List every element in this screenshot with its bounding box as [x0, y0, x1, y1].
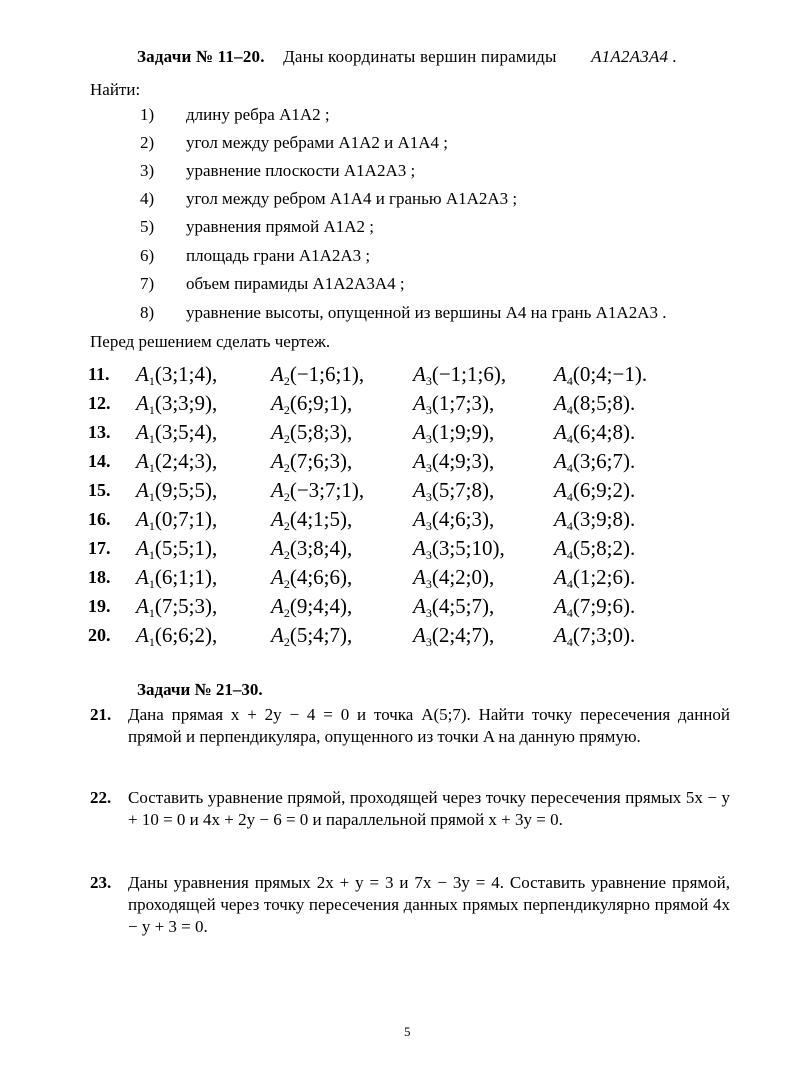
variant-number: 15. [88, 480, 111, 500]
task-item [140, 215, 374, 239]
task-text: площадь грани A1A2A3 ; [186, 246, 371, 265]
vertex-letter: A [554, 536, 567, 560]
vertex-letter: A [554, 362, 567, 386]
vertex-index: 2 [283, 519, 290, 533]
vertex-index: 1 [148, 577, 155, 591]
task-item [140, 131, 448, 155]
vertex-letter: A [136, 391, 149, 415]
vertex-index: 3 [425, 606, 432, 620]
vertex-coordinates: (5;5;1), [154, 536, 218, 560]
vertex-index: 1 [148, 490, 155, 504]
vertex-letter: A [413, 594, 426, 618]
vertex-index: 3 [425, 374, 432, 388]
vertex-letter: A [413, 623, 426, 647]
vertex-letter: A [271, 536, 284, 560]
vertex-letter: A [554, 391, 567, 415]
note-text: Перед решением сделать чертеж. [90, 332, 331, 351]
vertex-coordinates: (0;7;1), [154, 507, 218, 531]
vertex-coordinates: (3;1;4), [154, 362, 218, 386]
vertex-letter: A [136, 420, 149, 444]
task-text: уравнение высоты, опущенной из вершины A4 на грань A1A2A3 . [186, 303, 667, 322]
vertex-letter: A [271, 507, 284, 531]
vertex-letter: A [554, 594, 567, 618]
find-label: Найти: [90, 80, 141, 99]
problem-item [90, 872, 730, 938]
vertex-letter: A [554, 420, 567, 444]
vertex-a2 [271, 621, 352, 656]
vertex-a1 [136, 621, 217, 656]
vertex-coordinates: (−1;1;6), [431, 362, 507, 386]
vertex-letter: A [413, 507, 426, 531]
vertex-index: 2 [283, 432, 290, 446]
vertex-index: 4 [566, 635, 573, 649]
task-range-heading: Задачи № 11–20. [137, 47, 265, 66]
variant-row [88, 418, 688, 446]
vertex-letter: A [271, 565, 284, 589]
vertex-coordinates: (6;6;2), [154, 623, 218, 647]
vertex-letter: A [554, 507, 567, 531]
vertex-coordinates: (4;2;0), [431, 565, 495, 589]
vertex-letter: A [136, 478, 149, 502]
vertex-index: 1 [148, 519, 155, 533]
vertex-letter: A [136, 449, 149, 473]
task-number: 3) [140, 161, 155, 180]
vertex-coordinates: (4;6;3), [431, 507, 495, 531]
section2-heading: Задачи № 21–30. [137, 680, 263, 699]
task-text: угол между ребром A1A4 и гранью A1A2A3 ; [186, 189, 518, 208]
vertex-index: 1 [148, 635, 155, 649]
vertex-letter: A [413, 362, 426, 386]
vertex-letter: A [271, 594, 284, 618]
task-text: длину ребра A1A2 ; [186, 105, 330, 124]
vertex-letter: A [413, 478, 426, 502]
vertex-letter: A [136, 536, 149, 560]
vertex-index: 2 [283, 461, 290, 475]
task-number: 7) [140, 274, 155, 293]
variant-number: 16. [88, 509, 111, 529]
vertex-index: 1 [148, 403, 155, 417]
vertex-index: 3 [425, 403, 432, 417]
variant-number: 17. [88, 538, 111, 558]
variant-number: 13. [88, 422, 111, 442]
vertex-index: 4 [566, 403, 573, 417]
variant-row [88, 447, 688, 475]
vertex-letter: A [136, 594, 149, 618]
vertex-coordinates: (3;6;7). [572, 449, 636, 473]
vertex-index: 4 [566, 374, 573, 388]
problem-number: 21. [90, 705, 112, 724]
variant-row [88, 563, 688, 591]
vertex-letter: A [136, 507, 149, 531]
variant-row [88, 505, 688, 533]
page-number: 5 [404, 1024, 411, 1039]
task-item [140, 187, 517, 211]
vertex-letter: A [554, 623, 567, 647]
vertex-index: 4 [566, 519, 573, 533]
vertex-index: 4 [566, 432, 573, 446]
task-number: 8) [140, 303, 155, 322]
vertex-index: 1 [148, 548, 155, 562]
vertex-coordinates: (5;4;7), [289, 623, 353, 647]
vertex-coordinates: (−3;7;1), [289, 478, 365, 502]
vertex-letter: A [413, 449, 426, 473]
task-number: 1) [140, 105, 155, 124]
vertex-letter: A [554, 449, 567, 473]
task-text: объем пирамиды A1A2A3A4 ; [186, 274, 405, 293]
vertex-letter: A [413, 536, 426, 560]
problem-number: 22. [90, 788, 112, 807]
vertex-letter: A [271, 420, 284, 444]
vertex-coordinates: (0;4;−1). [572, 362, 648, 386]
task-text: уравнение плоскости A1A2A3 ; [186, 161, 416, 180]
task-number: 6) [140, 246, 155, 265]
vertex-coordinates: (4;5;7), [431, 594, 495, 618]
vertex-coordinates: (6;9;2). [572, 478, 636, 502]
vertex-index: 1 [148, 374, 155, 388]
problem-text: Дана прямая x + 2y − 4 = 0 и точка A(5;7). Найти точку пересечения данной прямой и перпендикуляра, опущенного из точки A на данную прямую. [128, 705, 730, 746]
vertex-index: 3 [425, 519, 432, 533]
vertex-coordinates: (9;5;5), [154, 478, 218, 502]
vertex-coordinates: (4;1;5), [289, 507, 353, 531]
vertex-index: 3 [425, 635, 432, 649]
vertices-label: A1A2A3A4 . [591, 47, 678, 66]
vertex-letter: A [136, 623, 149, 647]
variant-row [88, 389, 688, 417]
vertex-index: 3 [425, 577, 432, 591]
vertex-coordinates: (7;9;6). [572, 594, 636, 618]
vertex-coordinates: (8;5;8). [572, 391, 636, 415]
variant-number: 18. [88, 567, 111, 587]
vertex-coordinates: (6;4;8). [572, 420, 636, 444]
problem-item [90, 787, 730, 831]
vertex-coordinates: (3;5;10), [431, 536, 505, 560]
vertex-index: 3 [425, 490, 432, 504]
problem-number: 23. [90, 873, 112, 892]
vertex-letter: A [271, 449, 284, 473]
task-number: 5) [140, 217, 155, 236]
task-item [140, 159, 415, 183]
vertex-index: 1 [148, 606, 155, 620]
vertex-coordinates: (7;6;3), [289, 449, 353, 473]
vertex-index: 2 [283, 548, 290, 562]
vertex-letter: A [413, 565, 426, 589]
vertex-coordinates: (6;9;1), [289, 391, 353, 415]
vertex-index: 2 [283, 403, 290, 417]
variant-row [88, 621, 688, 649]
problem-item [90, 704, 730, 748]
vertex-coordinates: (5;7;8), [431, 478, 495, 502]
vertex-index: 2 [283, 606, 290, 620]
section-title [137, 47, 677, 67]
problem-text: Даны уравнения прямых 2x + y = 3 и 7x − 3y = 4. Составить уравнение прямой, проходящей через точку пересечения данных прямых перпендикулярно прямой 4x − y + 3 = 0. [128, 873, 730, 936]
vertex-index: 3 [425, 432, 432, 446]
variant-row [88, 476, 688, 504]
vertex-letter: A [554, 565, 567, 589]
intro-text: Даны координаты вершин пирамиды [283, 47, 557, 66]
vertex-index: 4 [566, 490, 573, 504]
task-text: угол между ребрами A1A2 и A1A4 ; [186, 133, 449, 152]
vertex-letter: A [554, 478, 567, 502]
vertex-coordinates: (3;8;4), [289, 536, 353, 560]
vertex-coordinates: (4;9;3), [431, 449, 495, 473]
vertex-coordinates: (1;9;9), [431, 420, 495, 444]
vertex-index: 4 [566, 577, 573, 591]
vertex-coordinates: (3;5;4), [154, 420, 218, 444]
vertex-index: 2 [283, 374, 290, 388]
variant-row [88, 592, 688, 620]
vertex-a4 [554, 621, 635, 656]
variant-row [88, 534, 688, 562]
task-number: 4) [140, 189, 155, 208]
vertex-coordinates: (7;5;3), [154, 594, 218, 618]
vertex-letter: A [413, 420, 426, 444]
vertex-coordinates: (2;4;7), [431, 623, 495, 647]
variant-number: 14. [88, 451, 111, 471]
vertex-letter: A [271, 623, 284, 647]
vertex-coordinates: (2;4;3), [154, 449, 218, 473]
vertex-coordinates: (1;2;6). [572, 565, 636, 589]
variant-number: 11. [88, 364, 110, 384]
vertex-index: 2 [283, 490, 290, 504]
vertex-coordinates: (5;8;2). [572, 536, 636, 560]
vertex-index: 4 [566, 606, 573, 620]
vertex-coordinates: (6;1;1), [154, 565, 218, 589]
task-number: 2) [140, 133, 155, 152]
vertex-index: 1 [148, 432, 155, 446]
vertex-coordinates: (5;8;3), [289, 420, 353, 444]
vertex-index: 3 [425, 548, 432, 562]
vertex-index: 4 [566, 548, 573, 562]
vertex-letter: A [271, 478, 284, 502]
vertex-letter: A [271, 391, 284, 415]
vertex-coordinates: (1;7;3), [431, 391, 495, 415]
vertex-letter: A [136, 362, 149, 386]
vertex-index: 2 [283, 577, 290, 591]
vertex-coordinates: (−1;6;1), [289, 362, 365, 386]
vertex-index: 2 [283, 635, 290, 649]
vertex-coordinates: (3;9;8). [572, 507, 636, 531]
task-item [140, 272, 405, 296]
vertex-letter: A [271, 362, 284, 386]
vertex-coordinates: (7;3;0). [572, 623, 636, 647]
task-item [140, 301, 666, 325]
vertex-coordinates: (9;4;4), [289, 594, 353, 618]
variant-number: 20. [88, 625, 111, 645]
vertex-coordinates: (4;6;6), [289, 565, 353, 589]
vertex-index: 4 [566, 461, 573, 475]
problem-text: Составить уравнение прямой, проходящей через точку пересечения прямых 5x − y + 10 = 0 и 4x + 2y − 6 = 0 и параллельной прямой x + 3y = 0. [128, 788, 730, 829]
vertex-index: 3 [425, 461, 432, 475]
variant-row [88, 360, 688, 388]
task-text: уравнения прямой A1A2 ; [186, 217, 375, 236]
task-item [140, 103, 330, 127]
vertex-letter: A [136, 565, 149, 589]
vertex-index: 1 [148, 461, 155, 475]
variant-number: 12. [88, 393, 111, 413]
variant-number: 19. [88, 596, 111, 616]
vertex-coordinates: (3;3;9), [154, 391, 218, 415]
task-item [140, 244, 370, 268]
vertex-letter: A [413, 391, 426, 415]
vertex-a3 [413, 621, 494, 656]
